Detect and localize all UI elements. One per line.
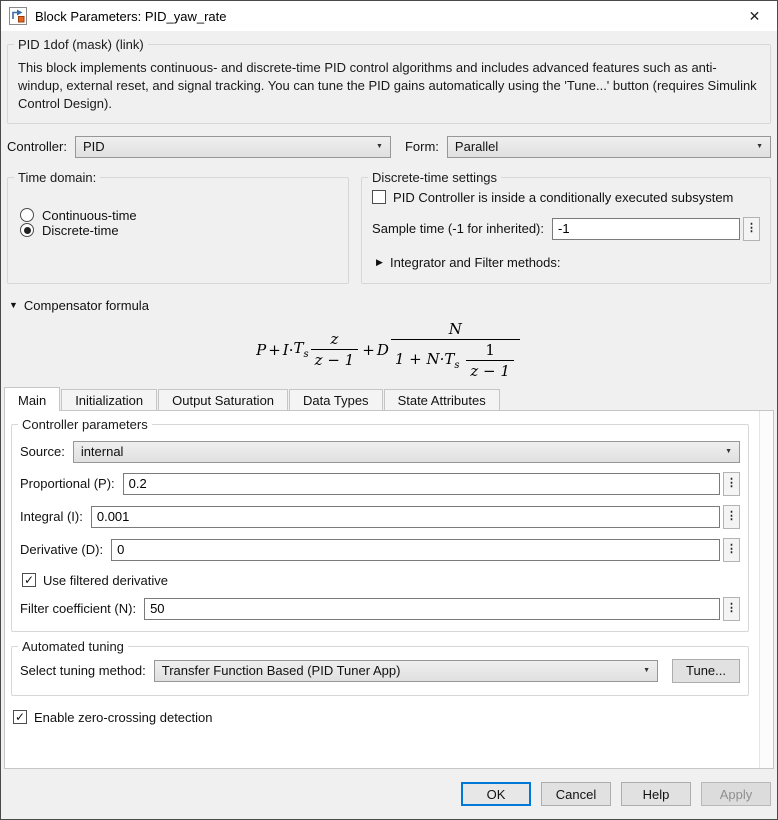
tuning-method-dropdown[interactable] (154, 660, 658, 682)
source-row (20, 441, 740, 463)
radio-selected-icon (20, 223, 34, 237)
form-dropdown[interactable] (447, 136, 771, 158)
source-dropdown[interactable] (73, 441, 740, 463)
derivative-row (20, 538, 740, 562)
proportional-row (20, 472, 740, 496)
mask-group-title: PID 1dof (mask) (link) (14, 37, 148, 52)
source-label: Source: (20, 444, 65, 460)
tuning-method-row (20, 659, 740, 683)
proportional-label: Proportional (P): (20, 476, 115, 492)
dialog-top-section (1, 31, 777, 387)
integral-menu-button[interactable]: ⋮ (723, 505, 740, 529)
tab-initialization[interactable]: Initialization (61, 389, 157, 410)
filter-coefficient-input[interactable] (144, 598, 720, 620)
filtered-derivative-checkbox-row[interactable] (22, 573, 740, 588)
formula-term-i: I (282, 340, 289, 359)
filter-coefficient-label: Filter coefficient (N): (20, 601, 137, 617)
filter-coefficient-row (20, 597, 740, 621)
integral-input[interactable] (91, 506, 720, 528)
time-domain-columns (7, 168, 771, 284)
formula-dot: · (288, 340, 294, 359)
time-domain-group (7, 169, 349, 284)
automated-tuning-title: Automated tuning (18, 639, 128, 654)
formula-fraction-inner: $\frac{1}{z - 1}$ (466, 341, 514, 380)
mask-description-group (7, 37, 771, 124)
form-label: Form: (404, 139, 439, 155)
tuning-method-label: Select tuning method: (20, 663, 146, 679)
chevron-down-icon: ▼ (725, 448, 732, 456)
integrator-methods-toggle[interactable] (372, 255, 760, 270)
sample-time-menu-button[interactable]: ⋮ (743, 217, 760, 241)
checkbox-unchecked-icon (372, 190, 386, 204)
sample-time-row (372, 217, 760, 241)
checkbox-checked-icon: ✓ (23, 573, 35, 588)
derivative-menu-button[interactable]: ⋮ (723, 538, 740, 562)
dialog-button-bar (1, 769, 777, 819)
disclosure-collapsed-icon: ▶ (376, 256, 383, 267)
chevron-down-icon: ▼ (756, 143, 763, 151)
compensator-formula-label: Compensator formula (23, 297, 149, 313)
form-dropdown-value: Parallel (454, 139, 499, 155)
tune-button[interactable]: Tune... (672, 659, 740, 683)
proportional-menu-button[interactable]: ⋮ (723, 472, 740, 496)
zero-crossing-checkbox-row[interactable] (13, 710, 749, 725)
conditional-subsystem-label: PID Controller is inside a conditionally executed subsystem (393, 189, 734, 205)
close-icon[interactable]: ✕ (748, 7, 761, 24)
automated-tuning-group (11, 638, 749, 696)
discrete-settings-title: Discrete-time settings (368, 170, 501, 185)
ok-button[interactable]: OK (461, 782, 531, 806)
vertical-scrollbar-track[interactable] (759, 411, 773, 768)
chevron-down-icon: ▼ (643, 667, 650, 675)
formula-filter-den-prefix: $1 + N\cdot T_s$ (394, 350, 460, 372)
controller-parameters-group (11, 416, 749, 632)
sample-time-input[interactable] (552, 218, 740, 240)
zero-crossing-label: Enable zero-crossing detection (34, 709, 213, 725)
sample-time-label: Sample time (-1 for inherited): (372, 221, 544, 237)
integral-label: Integral (I): (20, 509, 83, 525)
formula-fraction-integrator: $\frac{z}{z - 1}$ (311, 330, 359, 369)
cancel-button[interactable]: Cancel (541, 782, 611, 806)
tab-data-types[interactable]: Data Types (289, 389, 383, 410)
formula-term-p: P (256, 340, 267, 359)
discrete-time-settings-group (361, 169, 771, 284)
controller-form-row (7, 136, 771, 158)
derivative-label: Derivative (D): (20, 542, 104, 558)
integral-row (20, 505, 740, 529)
main-tab-panel (4, 410, 774, 769)
controller-parameters-title: Controller parameters (18, 417, 152, 432)
derivative-input[interactable] (111, 539, 720, 561)
checkbox-checked-icon: ✓ (14, 710, 26, 725)
filter-coefficient-menu-button[interactable]: ⋮ (723, 597, 740, 621)
formula-ts: $T_s$ (293, 339, 309, 361)
formula-plus: + (362, 340, 375, 359)
window-title: Block Parameters: PID_yaw_rate (35, 8, 227, 24)
titlebar (1, 1, 777, 31)
formula-term-d: D (376, 340, 389, 359)
proportional-input[interactable] (123, 473, 720, 495)
radio-discrete-label: Discrete-time (42, 222, 119, 238)
time-domain-title: Time domain: (14, 170, 100, 185)
formula-fraction-filter: N $1 + N\cdot T_s$ $\frac{1}{z - 1}$ (391, 320, 520, 380)
apply-button[interactable]: Apply (701, 782, 771, 806)
controller-label: Controller: (7, 139, 67, 155)
formula-plus: + (268, 340, 281, 359)
simulink-block-icon (9, 7, 27, 25)
compensator-formula (7, 313, 771, 387)
tuning-method-value: Transfer Function Based (PID Tuner App) (161, 663, 401, 679)
conditional-subsystem-checkbox-row[interactable] (372, 190, 760, 205)
radio-icon (20, 208, 34, 222)
radio-continuous-time[interactable] (20, 208, 338, 223)
tab-bar (1, 387, 777, 410)
help-button[interactable]: Help (621, 782, 691, 806)
filtered-derivative-label: Use filtered derivative (43, 572, 168, 588)
integrator-methods-label: Integrator and Filter methods: (389, 254, 561, 270)
controller-dropdown-value: PID (82, 139, 105, 155)
radio-discrete-time[interactable] (20, 223, 338, 238)
radio-continuous-label: Continuous-time (42, 207, 137, 223)
mask-description-text: This block implements continuous- and discrete-time PID control algorithms and includes advanced features such as anti-windup, external reset, and signal tracking. You can tune the PID gains automatically using the 'Tune...' button (requires Simulink Control Design). (18, 60, 757, 111)
source-dropdown-value: internal (80, 444, 124, 460)
tab-output-saturation[interactable]: Output Saturation (158, 389, 288, 410)
tab-main[interactable]: Main (4, 387, 60, 411)
tab-state-attributes[interactable]: State Attributes (384, 389, 500, 410)
compensator-formula-toggle[interactable] (7, 298, 771, 313)
chevron-down-icon: ▼ (376, 143, 383, 151)
disclosure-expanded-icon: ▼ (9, 300, 18, 311)
controller-dropdown[interactable] (75, 136, 391, 158)
